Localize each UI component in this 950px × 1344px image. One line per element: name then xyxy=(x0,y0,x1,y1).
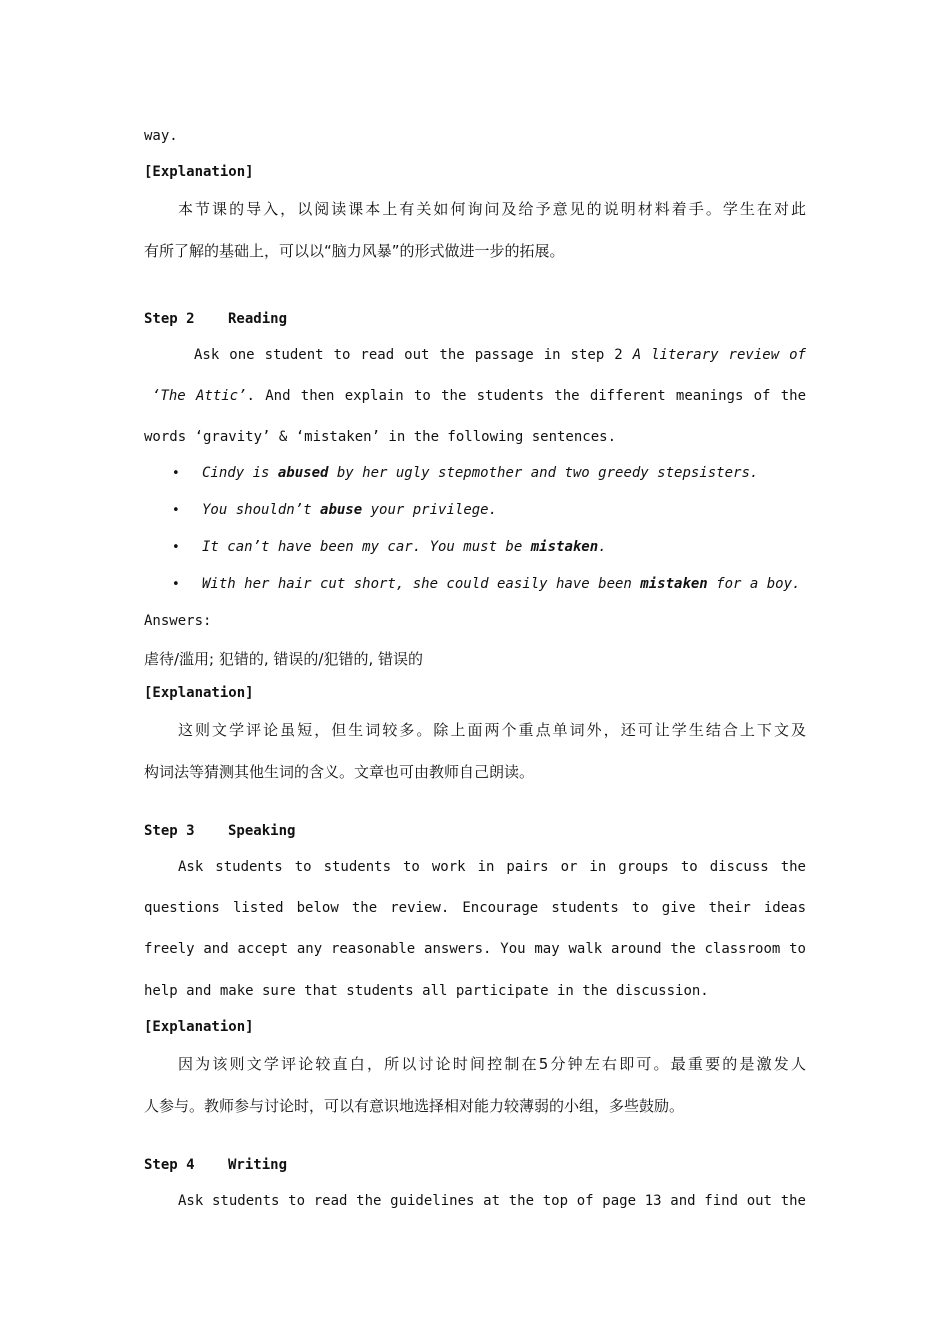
explanation-text: 人参与。教师参与讨论时，可以有意识地选择相对能力较薄弱的小组，多些鼓励。 xyxy=(144,1097,685,1115)
explanation-text: 本节课的导入，以阅读课本上有关如何询问及给予意见的说明材料着手。学生在对此 xyxy=(178,200,806,218)
bullet-icon: • xyxy=(172,540,180,555)
explanation-text: 有所了解的基础上，可以以“脑力风暴”的形式做进一步的拓展。 xyxy=(144,242,565,260)
explanation-label: [Explanation] xyxy=(144,685,254,701)
step-number: Step 3 xyxy=(144,823,195,839)
example-sentence: With her hair cut short, she could easily have been mistaken for a boy. xyxy=(202,576,801,592)
example-sentence: Cindy is abused by her ugly stepmother and two greedy stepsisters. xyxy=(202,465,759,481)
paragraph-text: . And then explain to the students the different meanings of the xyxy=(246,388,807,404)
paragraph-line: help and make sure that students all participate in the discussion. xyxy=(144,983,709,999)
step-number: Step 2 xyxy=(144,311,195,327)
bullet-icon: • xyxy=(172,503,180,518)
answers-text: 虐待/滥用; 犯错的, 错误的/犯错的, 错误的 xyxy=(144,650,424,668)
paragraph-line: freely and accept any reasonable answers. You may walk around the classroom to xyxy=(144,941,806,957)
paragraph-line: Ask students to students to work in pairs or in groups to discuss the xyxy=(178,859,806,875)
explanation-label: [Explanation] xyxy=(144,164,254,180)
step-title: Speaking xyxy=(228,823,296,839)
keyword: abuse xyxy=(320,502,363,518)
paragraph-line xyxy=(144,388,806,404)
keyword: abused xyxy=(277,465,329,481)
example-sentence: It can’t have been my car. You must be mistaken. xyxy=(202,539,607,555)
explanation-text: 构词法等猜测其他生词的含义。文章也可由教师自己朗读。 xyxy=(144,763,535,781)
bullet-icon: • xyxy=(172,577,180,592)
bullet-icon: • xyxy=(172,466,180,481)
step-title: Reading xyxy=(228,311,288,327)
passage-title: ‘The Attic’ xyxy=(152,388,247,404)
text-line: way. xyxy=(144,128,178,144)
example-sentence: You shouldn’t abuse your privilege. xyxy=(202,502,498,518)
paragraph-line: words ‘gravity’ & ‘mistaken’ in the following sentences. xyxy=(144,429,617,445)
paragraph-line: Ask students to read the guidelines at the top of page 13 and find out the xyxy=(178,1193,806,1209)
keyword: mistaken xyxy=(530,539,599,555)
paragraph-line xyxy=(144,347,806,363)
answers-label: Answers: xyxy=(144,613,212,629)
explanation-text: 这则文学评论虽短，但生词较多。除上面两个重点单词外，还可让学生结合上下文及 xyxy=(178,721,806,739)
explanation-text: 因为该则文学评论较直白，所以讨论时间控制在5分钟左右即可。最重要的是激发人 xyxy=(178,1055,806,1073)
passage-title: A literary review of xyxy=(632,347,806,363)
step-title: Writing xyxy=(228,1157,288,1173)
keyword: mistaken xyxy=(640,576,708,592)
step-number: Step 4 xyxy=(144,1157,195,1173)
paragraph-line: questions listed below the review. Encourage students to give their ideas xyxy=(144,900,806,916)
paragraph-text: Ask one student to read out the passage in step 2 xyxy=(194,347,623,363)
explanation-label: [Explanation] xyxy=(144,1019,254,1035)
